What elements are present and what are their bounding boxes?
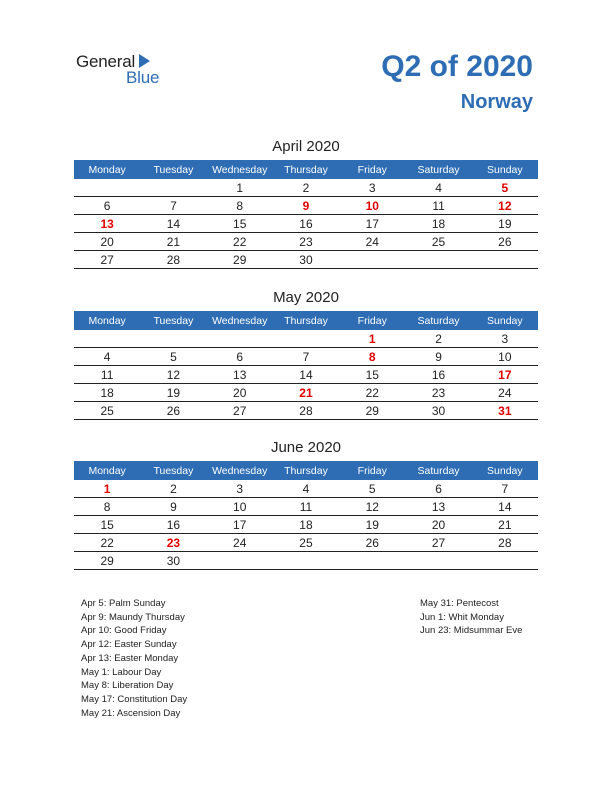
day-cell: 20 [405, 516, 471, 534]
day-cell: 26 [339, 534, 405, 552]
week-row [74, 384, 538, 402]
day-cell [273, 552, 339, 570]
weekday-header: Saturday [405, 160, 471, 179]
holiday-note: Jun 23: Midsummar Eve [420, 625, 523, 637]
weekday-header: Monday [74, 461, 140, 480]
page-title: Q2 of 2020 [381, 50, 533, 83]
day-cell [207, 552, 273, 570]
day-cell: 23 [140, 534, 206, 552]
day-cell: 9 [405, 348, 471, 366]
weekday-header: Tuesday [140, 160, 206, 179]
day-cell: 18 [273, 516, 339, 534]
day-cell: 4 [273, 480, 339, 498]
week-row [74, 251, 538, 269]
holiday-note: May 17: Constitution Day [81, 693, 188, 705]
weekday-header: Thursday [273, 311, 339, 330]
day-cell: 6 [207, 348, 273, 366]
week-row [74, 516, 538, 534]
day-cell: 9 [140, 498, 206, 516]
day-cell: 5 [339, 480, 405, 498]
holiday-note: May 1: Labour Day [81, 666, 162, 678]
day-cell [339, 251, 405, 269]
day-cell [273, 330, 339, 348]
weekday-header: Sunday [472, 311, 538, 330]
day-cell: 20 [74, 233, 140, 251]
day-cell: 21 [472, 516, 538, 534]
day-cell: 27 [207, 402, 273, 420]
holiday-note: May 8: Liberation Day [81, 680, 174, 692]
day-cell: 27 [405, 534, 471, 552]
day-cell: 3 [207, 480, 273, 498]
day-cell: 15 [339, 366, 405, 384]
day-cell: 8 [74, 498, 140, 516]
day-cell: 19 [140, 384, 206, 402]
day-cell: 2 [273, 179, 339, 197]
holiday-note: Jun 1: Whit Monday [420, 611, 504, 623]
weekday-header: Friday [339, 311, 405, 330]
weekday-header: Sunday [472, 461, 538, 480]
day-cell: 21 [273, 384, 339, 402]
day-cell: 4 [405, 179, 471, 197]
day-cell: 16 [273, 215, 339, 233]
day-cell [405, 552, 471, 570]
day-cell: 28 [140, 251, 206, 269]
day-cell: 11 [405, 197, 471, 215]
week-row [74, 215, 538, 233]
day-cell: 14 [273, 366, 339, 384]
day-cell: 6 [405, 480, 471, 498]
day-cell: 1 [207, 179, 273, 197]
day-cell [207, 330, 273, 348]
holiday-list-right [420, 597, 522, 638]
day-cell: 11 [273, 498, 339, 516]
day-cell: 29 [339, 402, 405, 420]
month-april [74, 138, 538, 269]
day-cell: 5 [472, 179, 538, 197]
day-cell: 12 [140, 366, 206, 384]
day-cell: 10 [472, 348, 538, 366]
day-cell: 26 [140, 402, 206, 420]
day-cell: 13 [74, 215, 140, 233]
day-cell: 18 [405, 215, 471, 233]
holiday-note: May 31: Pentecost [420, 598, 499, 609]
weekday-header: Tuesday [140, 311, 206, 330]
day-cell: 9 [273, 197, 339, 215]
day-cell: 14 [472, 498, 538, 516]
day-cell: 10 [207, 498, 273, 516]
holiday-list-left [81, 597, 187, 720]
day-cell [74, 179, 140, 197]
weekday-header: Friday [339, 461, 405, 480]
day-cell: 15 [74, 516, 140, 534]
day-cell: 5 [140, 348, 206, 366]
day-cell: 27 [74, 251, 140, 269]
logo-word-blue: Blue [126, 68, 160, 87]
month-title: April 2020 [272, 138, 340, 155]
week-row [74, 348, 538, 366]
day-cell: 23 [405, 384, 471, 402]
week-row [74, 534, 538, 552]
day-cell: 18 [74, 384, 140, 402]
holiday-note: Apr 9: Maundy Thursday [81, 611, 185, 623]
calendar-table [74, 311, 538, 420]
day-cell: 2 [140, 480, 206, 498]
day-cell [140, 179, 206, 197]
weekday-header: Thursday [273, 461, 339, 480]
day-cell: 22 [339, 384, 405, 402]
holiday-note: Apr 13: Easter Monday [81, 652, 179, 664]
day-cell: 25 [74, 402, 140, 420]
week-row [74, 197, 538, 215]
day-cell: 24 [339, 233, 405, 251]
holiday-note: Apr 12: Easter Sunday [81, 639, 177, 651]
day-cell [140, 330, 206, 348]
day-cell: 13 [207, 366, 273, 384]
week-row [74, 402, 538, 420]
day-cell [339, 552, 405, 570]
holiday-note: May 21: Ascension Day [81, 707, 181, 719]
day-cell: 21 [140, 233, 206, 251]
day-cell [472, 251, 538, 269]
month-title: June 2020 [270, 439, 342, 456]
day-cell: 26 [472, 233, 538, 251]
day-cell: 22 [74, 534, 140, 552]
day-cell: 12 [339, 498, 405, 516]
day-cell: 29 [74, 552, 140, 570]
day-cell: 13 [405, 498, 471, 516]
month-title: May 2020 [273, 289, 339, 306]
day-cell: 16 [405, 366, 471, 384]
day-cell: 22 [207, 233, 273, 251]
day-cell [405, 251, 471, 269]
day-cell: 8 [339, 348, 405, 366]
weekday-header: Wednesday [207, 160, 273, 179]
weekday-header: Saturday [405, 311, 471, 330]
calendar-table [74, 461, 538, 570]
day-cell: 30 [405, 402, 471, 420]
week-row [74, 480, 538, 498]
day-cell: 17 [339, 215, 405, 233]
day-cell: 1 [74, 480, 140, 498]
day-cell: 31 [472, 402, 538, 420]
day-cell: 29 [207, 251, 273, 269]
day-cell: 19 [339, 516, 405, 534]
weekday-header: Friday [339, 160, 405, 179]
weekday-header: Sunday [472, 160, 538, 179]
day-cell: 24 [207, 534, 273, 552]
day-cell: 8 [207, 197, 273, 215]
day-cell: 12 [472, 197, 538, 215]
day-cell: 17 [207, 516, 273, 534]
month-may [74, 289, 538, 420]
day-cell: 3 [472, 330, 538, 348]
day-cell: 30 [140, 552, 206, 570]
country-name: Norway [460, 91, 533, 113]
day-cell: 6 [74, 197, 140, 215]
day-cell: 25 [405, 233, 471, 251]
week-row [74, 233, 538, 251]
day-cell: 7 [273, 348, 339, 366]
logo-flag-icon [139, 54, 150, 68]
weekday-header: Wednesday [207, 311, 273, 330]
day-cell [74, 330, 140, 348]
day-cell: 3 [339, 179, 405, 197]
day-cell: 30 [273, 251, 339, 269]
day-cell: 28 [472, 534, 538, 552]
day-cell: 7 [472, 480, 538, 498]
day-cell: 14 [140, 215, 206, 233]
holiday-note: Apr 10: Good Friday [81, 625, 167, 637]
weekday-header: Monday [74, 160, 140, 179]
month-june [74, 439, 538, 570]
day-cell: 1 [339, 330, 405, 348]
day-cell: 2 [405, 330, 471, 348]
day-cell: 17 [472, 366, 538, 384]
week-row [74, 330, 538, 348]
day-cell: 10 [339, 197, 405, 215]
weekday-header: Saturday [405, 461, 471, 480]
day-cell: 15 [207, 215, 273, 233]
generalblue-logo [76, 52, 176, 92]
day-cell: 25 [273, 534, 339, 552]
holiday-note: Apr 5: Palm Sunday [81, 598, 166, 609]
weekday-header: Tuesday [140, 461, 206, 480]
weekday-header: Monday [74, 311, 140, 330]
week-row [74, 366, 538, 384]
weekday-header: Thursday [273, 160, 339, 179]
day-cell: 7 [140, 197, 206, 215]
day-cell: 11 [74, 366, 140, 384]
day-cell [472, 552, 538, 570]
day-cell: 28 [273, 402, 339, 420]
day-cell: 23 [273, 233, 339, 251]
week-row [74, 179, 538, 197]
day-cell: 16 [140, 516, 206, 534]
day-cell: 19 [472, 215, 538, 233]
day-cell: 24 [472, 384, 538, 402]
week-row [74, 498, 538, 516]
week-row [74, 552, 538, 570]
calendar-table [74, 160, 538, 269]
day-cell: 4 [74, 348, 140, 366]
weekday-header: Wednesday [207, 461, 273, 480]
logo-word-general: General [76, 52, 136, 71]
day-cell: 20 [207, 384, 273, 402]
